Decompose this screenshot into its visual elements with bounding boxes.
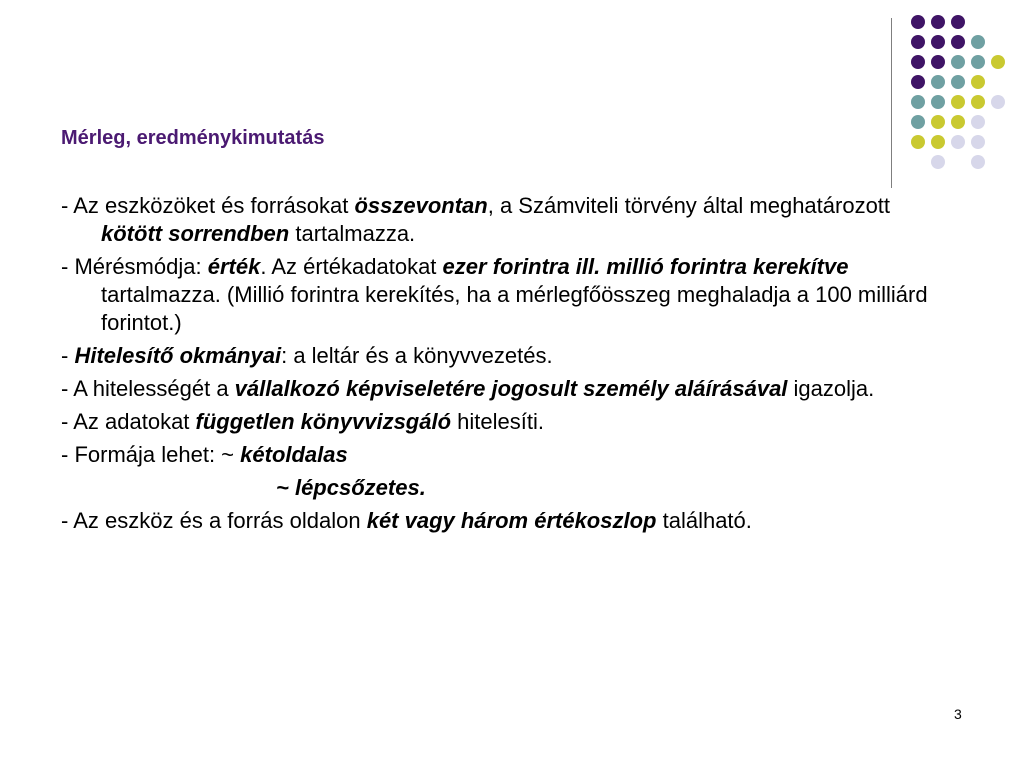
decorative-dot xyxy=(951,135,965,149)
decorative-dot xyxy=(971,35,985,49)
page-number: 3 xyxy=(954,706,962,722)
body-text: - Formája lehet: ~ xyxy=(61,442,241,467)
decorative-dot xyxy=(951,75,965,89)
decorative-dot xyxy=(911,35,925,49)
decorative-dot xyxy=(951,115,965,129)
decorative-dot xyxy=(951,55,965,69)
emphasis-text: kétoldalas xyxy=(240,442,348,467)
body-text: - Az eszközöket és forrásokat xyxy=(61,193,355,218)
emphasis-text: független könyvvizsgáló xyxy=(195,409,452,434)
decorative-dot-grid xyxy=(0,0,1024,200)
body-paragraph xyxy=(61,253,941,337)
body-text: . Az értékadatokat xyxy=(260,254,443,279)
body-text: - xyxy=(61,343,75,368)
slide-title: Mérleg, eredménykimutatás xyxy=(61,127,325,149)
body-paragraph xyxy=(61,408,941,436)
decorative-dot xyxy=(931,155,945,169)
divider-line xyxy=(891,18,892,188)
body-text: tartalmazza. xyxy=(289,221,416,246)
body-text: igazolja. xyxy=(787,376,875,401)
body-text: - Az adatokat xyxy=(61,409,196,434)
decorative-dot xyxy=(991,95,1005,109)
emphasis-text: összevontan xyxy=(354,193,488,218)
decorative-dot xyxy=(931,95,945,109)
body-text: - Az eszköz és a forrás oldalon xyxy=(61,508,367,533)
emphasis-text: két vagy három értékoszlop xyxy=(366,508,657,533)
body-text: - A hitelességét a xyxy=(61,376,235,401)
decorative-dot xyxy=(971,155,985,169)
decorative-dot xyxy=(911,95,925,109)
emphasis-text: kötött sorrendben xyxy=(101,221,290,246)
decorative-dot xyxy=(951,15,965,29)
emphasis-text: ~ lépcsőzetes. xyxy=(276,475,426,500)
decorative-dot xyxy=(911,135,925,149)
body-text: - Mérésmódja: xyxy=(61,254,208,279)
emphasis-text: ezer forintra ill. millió forintra kerekítve xyxy=(442,254,849,279)
decorative-dot xyxy=(951,95,965,109)
body-paragraph xyxy=(61,375,941,403)
decorative-dot xyxy=(931,15,945,29)
body-text: található. xyxy=(656,508,752,533)
body-text: , a Számviteli törvény által meghatározott xyxy=(487,193,891,218)
decorative-dot xyxy=(991,55,1005,69)
body-paragraph xyxy=(61,441,941,469)
decorative-dot xyxy=(951,35,965,49)
decorative-dot xyxy=(931,55,945,69)
slide-body xyxy=(61,192,941,540)
decorative-dot xyxy=(931,35,945,49)
body-paragraph xyxy=(61,342,941,370)
decorative-dot xyxy=(971,75,985,89)
decorative-dot xyxy=(971,55,985,69)
emphasis-text: érték xyxy=(207,254,261,279)
body-paragraph xyxy=(61,192,941,248)
body-paragraph xyxy=(61,507,941,535)
decorative-dot xyxy=(971,135,985,149)
decorative-dot xyxy=(911,55,925,69)
body-text: hitelesíti. xyxy=(451,409,544,434)
decorative-dot xyxy=(911,75,925,89)
body-paragraph xyxy=(61,474,941,502)
body-text: tartalmazza. (Millió forintra kerekítés, ha a mérlegfőösszeg meghaladja a 100 milliárd forintot.) xyxy=(101,282,928,335)
decorative-dot xyxy=(911,15,925,29)
decorative-dot xyxy=(931,135,945,149)
decorative-dot xyxy=(931,75,945,89)
body-text: : a leltár és a könyvvezetés. xyxy=(281,343,553,368)
emphasis-text: vállalkozó képviseletére jogosult személy aláírásával xyxy=(234,376,788,401)
emphasis-text: Hitelesítő okmányai xyxy=(74,343,282,368)
decorative-dot xyxy=(971,115,985,129)
decorative-dot xyxy=(931,115,945,129)
decorative-dot xyxy=(911,115,925,129)
decorative-dot xyxy=(971,95,985,109)
